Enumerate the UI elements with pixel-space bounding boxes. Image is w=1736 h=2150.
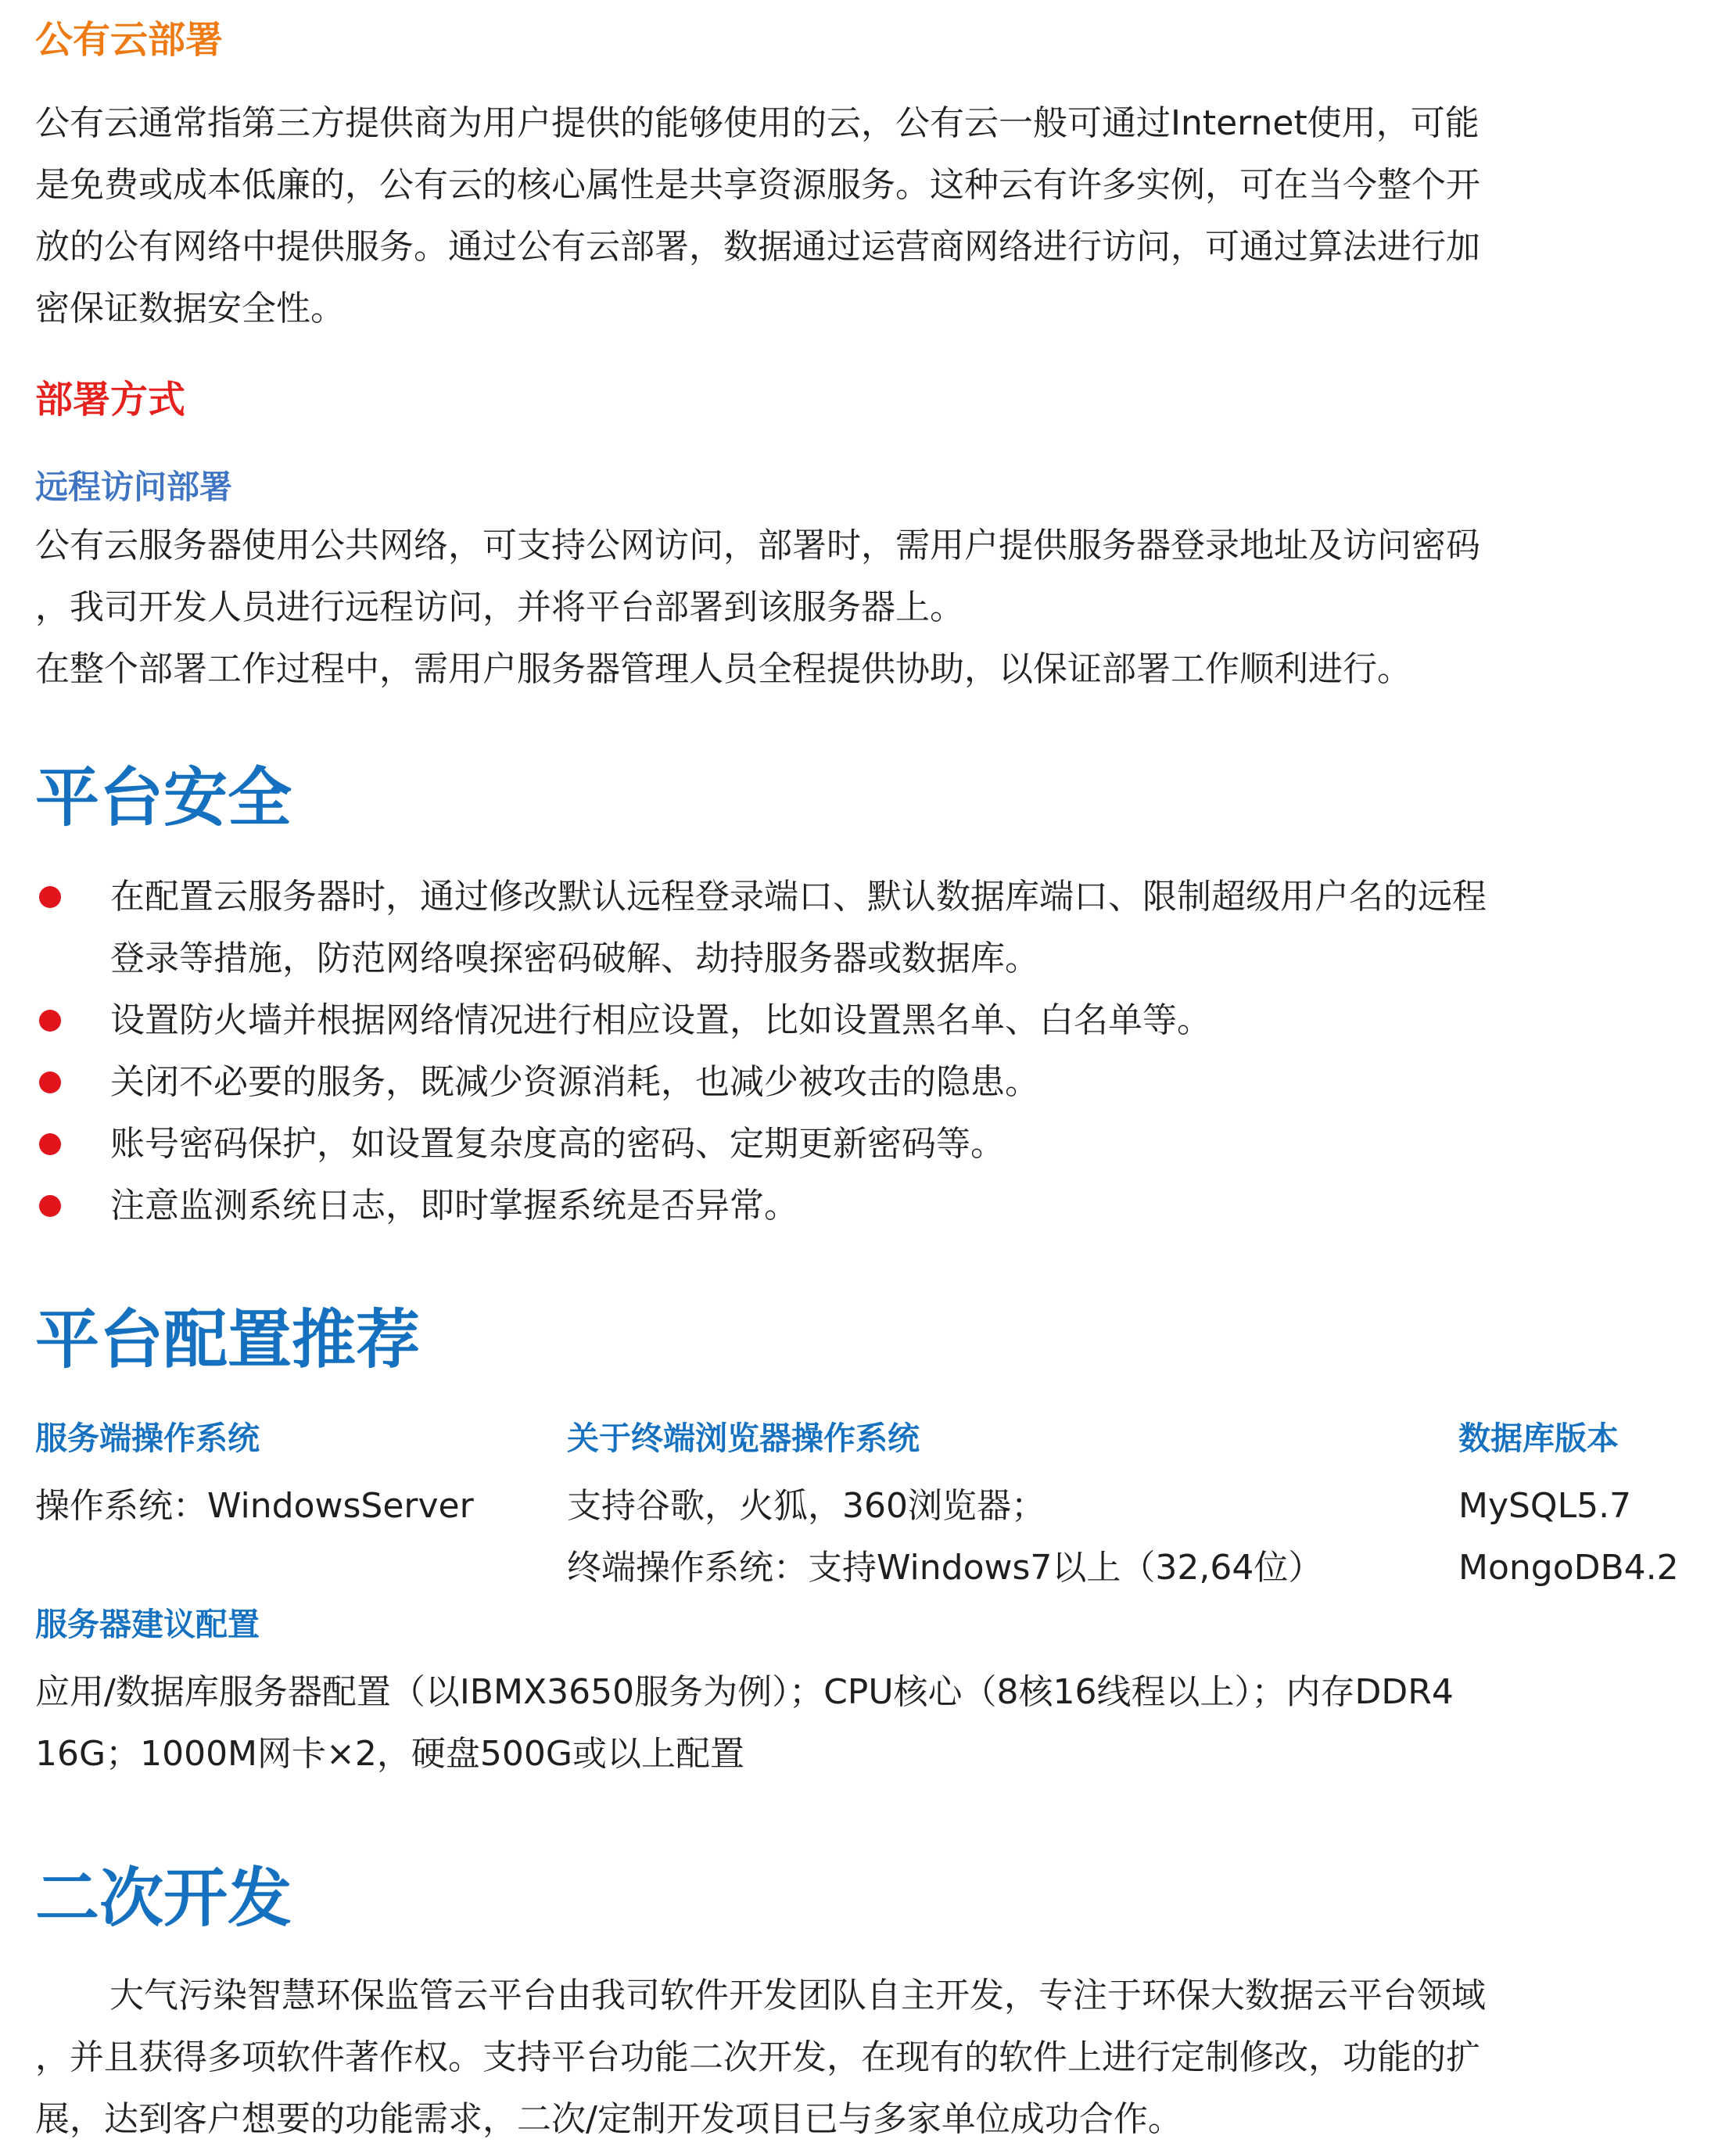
dev-heading: 二次开发 <box>35 1861 292 1936</box>
public-cloud-heading: 公有云部署 <box>35 18 224 62</box>
deploy-method-heading: 部署方式 <box>35 378 186 422</box>
paragraph-line: 公有云通常指第三方提供商为用户提供的能够使用的云，公有云一般可通过Internet使用，可能 <box>35 103 1480 143</box>
public-cloud-paragraph <box>35 92 1480 339</box>
cell-line: 终端操作系统：支持Windows7以上（32,64位） <box>567 1548 1323 1588</box>
bullet-dot-icon <box>39 1195 61 1217</box>
bullet-text: 在配置云服务器时，通过修改默认远程登录端口、默认数据库端口、限制超级用户名的远程 <box>110 877 1487 917</box>
bullet-text: 注意监测系统日志，即时掌握系统是否异常。 <box>110 1186 798 1226</box>
paragraph-line: 大气污染智慧环保监管云平台由我司软件开发团队自主开发，专注于环保大数据云平台领域 <box>109 1976 1486 2015</box>
paragraph-line: 密保证数据安全性。 <box>35 289 345 328</box>
paragraph-line: 在整个部署工作过程中，需用户服务器管理人员全程提供协助，以保证部署工作顺利进行。 <box>35 649 1411 689</box>
server-os-label: 服务端操作系统 <box>35 1420 260 1457</box>
client-os-value <box>567 1475 1322 1599</box>
cell-line: MongoDB4.2 <box>1458 1548 1679 1588</box>
cell-line: 操作系统：WindowsServer <box>35 1486 474 1526</box>
db-version-label: 数据库版本 <box>1458 1420 1619 1457</box>
bullet-dot-icon <box>39 1010 61 1032</box>
paragraph-line: ，并且获得多项软件著作权。支持平台功能二次开发，在现有的软件上进行定制修改，功能的扩 <box>35 2037 1480 2077</box>
paragraph-line: ，我司开发人员进行远程访问，并将平台部署到该服务器上。 <box>35 587 964 627</box>
server-suggest-label: 服务器建议配置 <box>35 1606 260 1643</box>
paragraph-line: 展，达到客户想要的功能需求，二次/定制开发项目已与多家单位成功合作。 <box>35 2099 1182 2139</box>
remote-deploy-heading: 远程访问部署 <box>35 468 233 506</box>
dev-paragraph <box>35 1965 1486 2150</box>
paragraph-line: 是免费或成本低廉的，公有云的核心属性是共享资源服务。这种云有许多实例，可在当今整个开 <box>35 165 1480 205</box>
bullet-text: 关闭不必要的服务，既减少资源消耗，也减少被攻击的隐患。 <box>110 1062 1039 1102</box>
bullet-dot-icon <box>39 886 61 908</box>
cell-line: MySQL5.7 <box>1458 1486 1632 1526</box>
paragraph-line: 放的公有网络中提供服务。通过公有云部署，数据通过运营商网络进行访问，可通过算法进行加 <box>35 227 1480 267</box>
security-heading: 平台安全 <box>35 761 292 835</box>
bullet-dot-icon <box>39 1071 61 1093</box>
bullet-dot-icon <box>39 1133 61 1155</box>
paragraph-line: 应用/数据库服务器配置（以IBMX3650服务为例）；CPU核心（8核16线程以上）；内存DDR4 <box>35 1672 1454 1712</box>
remote-deploy-paragraph <box>35 515 1480 700</box>
cell-line: 支持谷歌，火狐，360浏览器； <box>567 1486 1046 1526</box>
paragraph-line: 16G；1000M网卡×2，硬盘500G或以上配置 <box>35 1734 744 1774</box>
config-heading: 平台配置推荐 <box>35 1303 421 1377</box>
bullet-text: 登录等措施，防范网络嗅探密码破解、劫持服务器或数据库。 <box>110 939 1039 978</box>
db-version-value <box>1458 1475 1679 1599</box>
bullet-text: 设置防火墙并根据网络情况进行相应设置，比如设置黑名单、白名单等。 <box>110 1000 1211 1040</box>
server-suggest-paragraph <box>35 1661 1454 1785</box>
paragraph-line: 公有云服务器使用公共网络，可支持公网访问，部署时，需用户提供服务器登录地址及访问密码 <box>35 526 1480 565</box>
client-os-label: 关于终端浏览器操作系统 <box>567 1420 920 1457</box>
server-os-value <box>35 1475 474 1537</box>
bullet-text: 账号密码保护，如设置复杂度高的密码、定期更新密码等。 <box>110 1124 1005 1164</box>
